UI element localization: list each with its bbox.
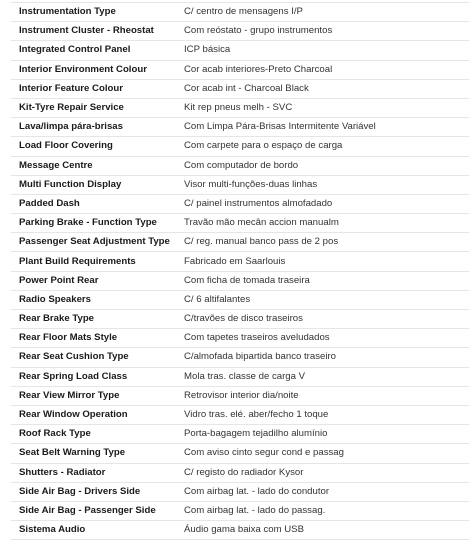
spec-value: Retrovisor interior dia/noite	[176, 386, 469, 405]
spec-label: Seat Belt Warning Type	[11, 444, 176, 463]
spec-row	[11, 425, 469, 444]
spec-value: Fabricado em Saarlouis	[176, 252, 469, 271]
spec-value: Porta-bagagem tejadilho alumínio	[176, 425, 469, 444]
spec-label: Instrumentation Type	[11, 3, 176, 22]
spec-value: Kit rep pneus melh - SVC	[176, 98, 469, 117]
spec-label: Instrument Cluster - Rheostat	[11, 22, 176, 41]
spec-label: Multi Function Display	[11, 175, 176, 194]
spec-row	[11, 137, 469, 156]
spec-row	[11, 463, 469, 482]
spec-label: Radio Speakers	[11, 290, 176, 309]
spec-value: C/ painel instrumentos almofadado	[176, 194, 469, 213]
spec-row	[11, 41, 469, 60]
spec-row	[11, 175, 469, 194]
spec-row	[11, 386, 469, 405]
spec-label: Integrated Control Panel	[11, 41, 176, 60]
spec-value: C/ 6 altifalantes	[176, 290, 469, 309]
spec-value: C/almofada bipartida banco traseiro	[176, 348, 469, 367]
spec-row	[11, 329, 469, 348]
spec-label: Parking Brake - Function Type	[11, 214, 176, 233]
spec-row	[11, 521, 469, 540]
spec-value: Visor multi-funções-duas linhas	[176, 175, 469, 194]
spec-row	[11, 156, 469, 175]
spec-value: ICP básica	[176, 41, 469, 60]
specifications-table	[11, 2, 469, 540]
specifications-table-body	[11, 3, 469, 540]
spec-value: Mola tras. classe de carga V	[176, 367, 469, 386]
spec-row	[11, 252, 469, 271]
spec-label: Sistema Audio	[11, 521, 176, 540]
spec-row	[11, 271, 469, 290]
spec-label: Rear Brake Type	[11, 310, 176, 329]
spec-row	[11, 194, 469, 213]
spec-row	[11, 60, 469, 79]
spec-value: Vidro tras. elé. aber/fecho 1 toque	[176, 405, 469, 424]
spec-row	[11, 3, 469, 22]
spec-row	[11, 482, 469, 501]
spec-label: Padded Dash	[11, 194, 176, 213]
spec-label: Side Air Bag - Drivers Side	[11, 482, 176, 501]
spec-row	[11, 233, 469, 252]
spec-value: C/ centro de mensagens I/P	[176, 3, 469, 22]
spec-label: Interior Feature Colour	[11, 79, 176, 98]
spec-row	[11, 348, 469, 367]
spec-value: Com Limpa Pára-Brisas Intermitente Variável	[176, 118, 469, 137]
spec-label: Rear Seat Cushion Type	[11, 348, 176, 367]
spec-value: Cor acab interiores-Preto Charcoal	[176, 60, 469, 79]
spec-label: Rear View Mirror Type	[11, 386, 176, 405]
spec-value: C/travões de disco traseiros	[176, 310, 469, 329]
spec-value: Com airbag lat. - lado do passag.	[176, 501, 469, 520]
spec-value: Áudio gama baixa com USB	[176, 521, 469, 540]
spec-row	[11, 405, 469, 424]
spec-row	[11, 79, 469, 98]
spec-label: Side Air Bag - Passenger Side	[11, 501, 176, 520]
spec-row	[11, 118, 469, 137]
spec-label: Message Centre	[11, 156, 176, 175]
spec-label: Load Floor Covering	[11, 137, 176, 156]
spec-value: Com aviso cinto segur cond e passag	[176, 444, 469, 463]
spec-label: Plant Build Requirements	[11, 252, 176, 271]
spec-row	[11, 22, 469, 41]
spec-label: Rear Floor Mats Style	[11, 329, 176, 348]
spec-row	[11, 290, 469, 309]
spec-value: Com tapetes traseiros aveludados	[176, 329, 469, 348]
spec-value: Com carpete para o espaço de carga	[176, 137, 469, 156]
spec-row	[11, 501, 469, 520]
spec-value: Com airbag lat. - lado do condutor	[176, 482, 469, 501]
spec-value: Travão mão mecân accion manualm	[176, 214, 469, 233]
spec-value: Com ficha de tomada traseira	[176, 271, 469, 290]
spec-label: Passenger Seat Adjustment Type	[11, 233, 176, 252]
spec-value: C/ reg. manual banco pass de 2 pos	[176, 233, 469, 252]
spec-label: Kit-Tyre Repair Service	[11, 98, 176, 117]
spec-label: Interior Environment Colour	[11, 60, 176, 79]
spec-row	[11, 98, 469, 117]
spec-value: Com computador de bordo	[176, 156, 469, 175]
spec-label: Shutters - Radiator	[11, 463, 176, 482]
spec-row	[11, 310, 469, 329]
spec-label: Rear Spring Load Class	[11, 367, 176, 386]
spec-value: Com reóstato - grupo instrumentos	[176, 22, 469, 41]
spec-value: Cor acab int - Charcoal Black	[176, 79, 469, 98]
spec-row	[11, 444, 469, 463]
spec-row	[11, 367, 469, 386]
spec-label: Roof Rack Type	[11, 425, 176, 444]
spec-label: Rear Window Operation	[11, 405, 176, 424]
spec-value: C/ registo do radiador Kysor	[176, 463, 469, 482]
spec-row	[11, 214, 469, 233]
spec-label: Power Point Rear	[11, 271, 176, 290]
spec-label: Lava/limpa pára-brisas	[11, 118, 176, 137]
